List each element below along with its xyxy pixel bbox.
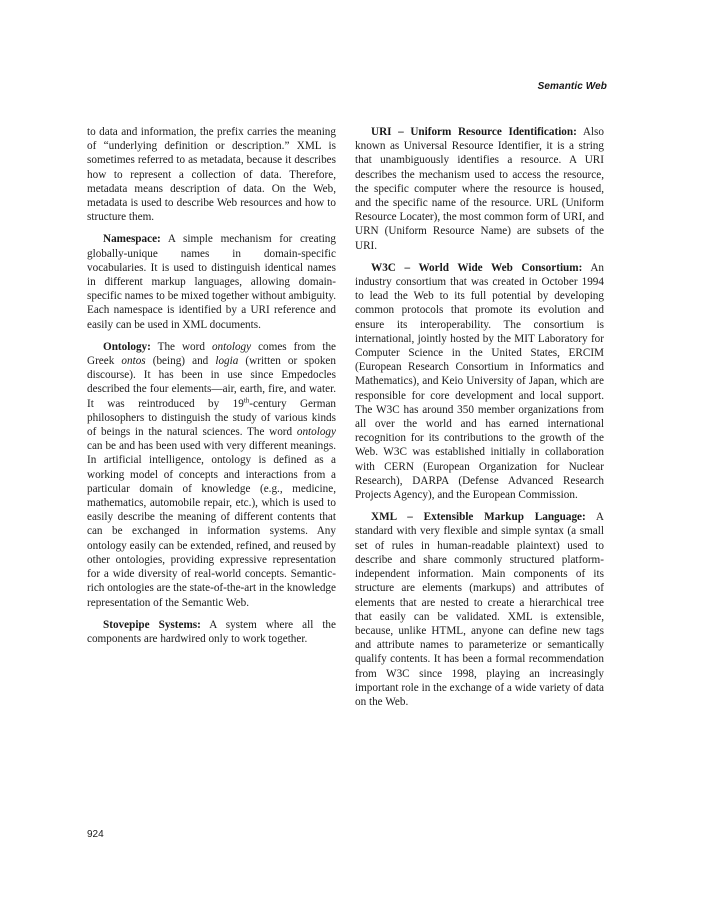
ontology-text-6: can be and has been used with very different meanings. In artificial intelligence, ontology is defined as a working model of concepts and interactions from a particular domain of knowledge (e.g., medicine, mathematics, automobile repair, etc.), which is used to easily describe the meaning of different contents that can be exchanged in information systems. Any ontology easily can be extended, refined, and reused by other ontologies, providing expressive representation for a wide diversity of real-world concepts. Semantic-rich ontologies are the state-of-the-art in the knowledge representation of the Semantic Web. <box>87 440 336 609</box>
entry-xml <box>355 510 604 709</box>
entry-w3c <box>355 261 604 502</box>
ontology-italic-2: ontos <box>121 355 146 368</box>
running-head-title: Semantic Web <box>537 81 607 92</box>
ontology-text-1: The word <box>150 340 212 353</box>
term-xml: XML – Extensible Markup Language: <box>371 511 586 524</box>
ontology-text-3: (being) and <box>145 355 216 368</box>
right-column <box>355 125 604 717</box>
term-w3c: W3C – World Wide Web Consortium: <box>371 261 583 274</box>
definition-xml: A standard with very flexible and simple syntax (a small set of rules in human-readable plaintext) used to describe and share commonly structured platform-independent information. Main components of its structure are elements (markups) and attributes of elements that are nested to create a hierarchical tree that easily can be validated. XML is extensible, because, unlike HTML, anyone can define new tags and attribute names to parameterize or semantically qualify contents. It has been a formal recommendation from W3C since 1998, playing an increasingly important role in the exchange of a wide variety of data on the Web. <box>355 511 604 708</box>
ontology-superscript: th <box>243 395 250 404</box>
term-stovepipe: Stovepipe Systems: <box>103 618 201 631</box>
ontology-text-2: comes from the Greek <box>87 340 337 368</box>
paragraph-metadata-continuation: to data and information, the prefix carries the meaning of “underlying definition or description.” XML is sometimes referred to as metadata, because it describes how to represent a collection of data. Therefore, metadata means description of data. On the Web, metadata is used to describe Web resources and how to structure them. <box>87 126 336 224</box>
definition-w3c: An industry consortium that was created in October 1994 to lead the Web to its full potential by developing common protocols that promote its evolution and ensure its interoperability. The consortium is international, jointly hosted by the MIT Laboratory for Computer Science in the United States, ERCIM (European Research Consortium in Informatics and Mathematics), and Keio University of Japan, which are responsible for core development and local support. The W3C has around 350 member organizations from all over the world and has earned international recognition for its contributions to the growth of the Web. W3C was established initially in collaboration with CERN (European Organization for Nuclear Research), DARPA (Defense Advanced Research Projects Agency), and the European Commission. <box>355 261 604 502</box>
definition-uri: Also known as Universal Resource Identifier, it is a string that unambiguously identifies a resource. A URI describes the mechanism used to access the resource, the specific computer where the resource is housed, and the specific name of the resource. URL (Uniform Resource Locater), the most common form of URI, and URN (Uniform Resource Name) are subsets of the URI. <box>355 126 604 252</box>
ontology-italic-4: ontology <box>296 426 336 439</box>
page-number: 924 <box>87 829 104 840</box>
ontology-text-4: (written or spoken discourse). It has been in use since Empedocles described the four elements—air, earth, fire, and water. It was reintroduced by 19 <box>87 355 336 410</box>
term-uri: URI – Uniform Resource Identification: <box>371 126 577 138</box>
ontology-text-5: -century German philosophers to distinguish the study of various kinds of beings in the natural sciences. The word <box>87 397 337 439</box>
left-column <box>87 125 336 654</box>
entry-stovepipe <box>87 618 336 646</box>
definition-namespace: A simple mechanism for creating globally-unique names in domain-specific vocabularies. It is used to distinguish identical names in different markup languages, allowing domain-specific names to be mixed together without ambiguity. Each namespace is identified by a URI reference and easily can be used in XML documents. <box>87 233 336 331</box>
term-namespace: Namespace: <box>103 233 161 246</box>
ontology-italic-1: ontology <box>211 340 252 353</box>
ontology-italic-3: logia <box>215 355 239 368</box>
entry-uri <box>355 125 604 253</box>
entry-namespace <box>87 232 336 331</box>
definition-stovepipe: A system where all the components are hardwired only to work together. <box>87 618 336 645</box>
term-ontology: Ontology: <box>103 340 151 353</box>
entry-ontology <box>87 340 336 610</box>
